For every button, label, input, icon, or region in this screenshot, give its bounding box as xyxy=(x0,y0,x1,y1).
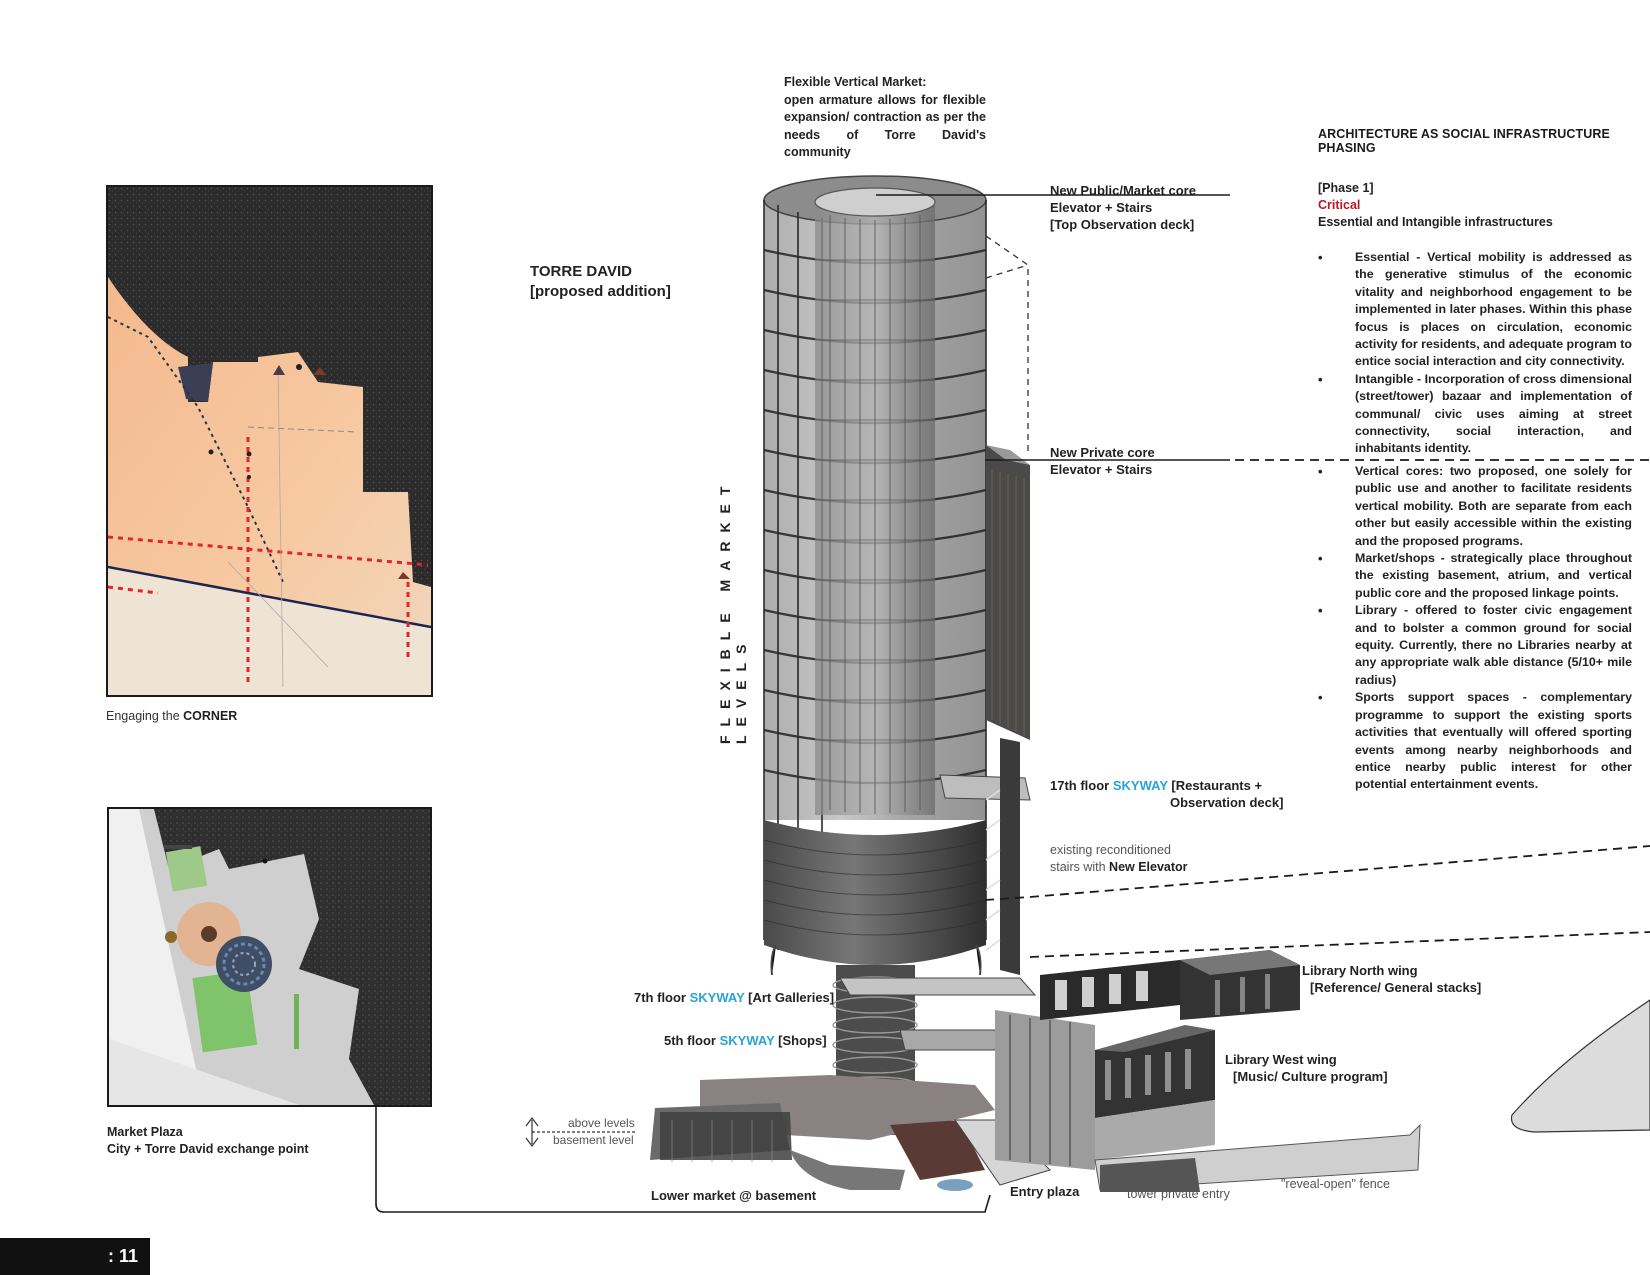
page-number-tab xyxy=(0,1238,150,1275)
list-item: • Market/shops - strategically place throughout the existing basement, atrium, and vertical public core and the proposed linkage points. xyxy=(1318,551,1632,600)
flexible-market-levels-label: FLEXIBLE MARKET LEVELS xyxy=(717,477,749,744)
library-west-callout: Library West wing [Music/ Culture program] xyxy=(1225,1052,1388,1084)
entry-plaza-label: Entry plaza xyxy=(1010,1184,1080,1199)
list-item: • Sports support spaces - complementary programme to support the existing sports activities that eventually will offered sporting events among nearby neighborhoods and entice nearby public interest for other potential entertainment events. xyxy=(1318,690,1632,792)
market-plaza-caption: Market Plaza City + Torre David exchange point xyxy=(107,1125,309,1156)
list-item: • Library - offered to foster civic engagement and to bolster a common ground for social equity. Currently, there no Libraries nearby at any appropriate walk able distance (5/10+ mile radius) xyxy=(1318,603,1632,687)
lower-market-label: Lower market @ basement xyxy=(651,1188,817,1203)
list-item: • Vertical cores: two proposed, one solely for public use and another to facilitate residents vertical mobility. Both are separate from each other but easily accessible within the existing and the proposed programs. xyxy=(1318,464,1632,548)
corner-caption: Engaging the CORNER xyxy=(106,709,238,723)
floor7-skyway-callout: 7th floor SKYWAY [Art Galleries] xyxy=(634,990,835,1005)
phase-status: Critical xyxy=(1318,198,1361,212)
private-entry-label: tower private entry xyxy=(1127,1187,1230,1201)
project-subtitle: [proposed addition] xyxy=(530,283,671,300)
public-core-callout: New Public/Market core Elevator + Stairs [Top Observation deck] xyxy=(1050,183,1196,232)
phase-number: [Phase 1] xyxy=(1318,181,1374,195)
phasing-bullets-b xyxy=(1318,463,1632,794)
phase-heading xyxy=(1318,180,1553,231)
fence-label: "reveal-open" fence xyxy=(1281,1177,1390,1191)
basement-level-label: basement level xyxy=(553,1133,634,1147)
above-levels-label: above levels xyxy=(568,1116,635,1130)
list-item: • Essential - Vertical mobility is addressed as the generative stimulus of the economic vitality and neighborhood engagement to be implemented in later phases. Within this phase focus is places on circulation, economic activity for residents, and adequate program to entice social interaction and city connectivity. xyxy=(1318,250,1632,369)
floor17-skyway-callout: 17th floor SKYWAY [Restaurants + Observation deck] xyxy=(1050,778,1284,810)
phasing-bullets-a xyxy=(1318,249,1632,458)
private-core-callout: New Private core Elevator + Stairs xyxy=(1050,445,1155,477)
project-name: TORRE DAVID xyxy=(530,263,632,280)
stairs-elevator-callout: existing reconditioned stairs with New Elevator xyxy=(1050,843,1188,874)
list-item: • Intangible - Incorporation of cross dimensional (street/tower) bazaar and implementation of communal/ civic uses aiming at street connectivity, social interaction, and inhabitants identity. xyxy=(1318,371,1632,456)
page-number: : 11 xyxy=(108,1246,139,1266)
phasing-header: ARCHITECTURE AS SOCIAL INFRASTRUCTURE PHASING xyxy=(1318,127,1610,155)
phase-subtitle: Essential and Intangible infrastructures xyxy=(1318,215,1553,229)
flexible-market-note: Flexible Vertical Market: open armature allows for flexible expansion/ contraction as per the needs of Torre David's community xyxy=(784,75,986,159)
floor5-skyway-callout: 5th floor SKYWAY [Shops] xyxy=(664,1033,827,1048)
library-north-callout: Library North wing [Reference/ General stacks] xyxy=(1302,963,1482,995)
